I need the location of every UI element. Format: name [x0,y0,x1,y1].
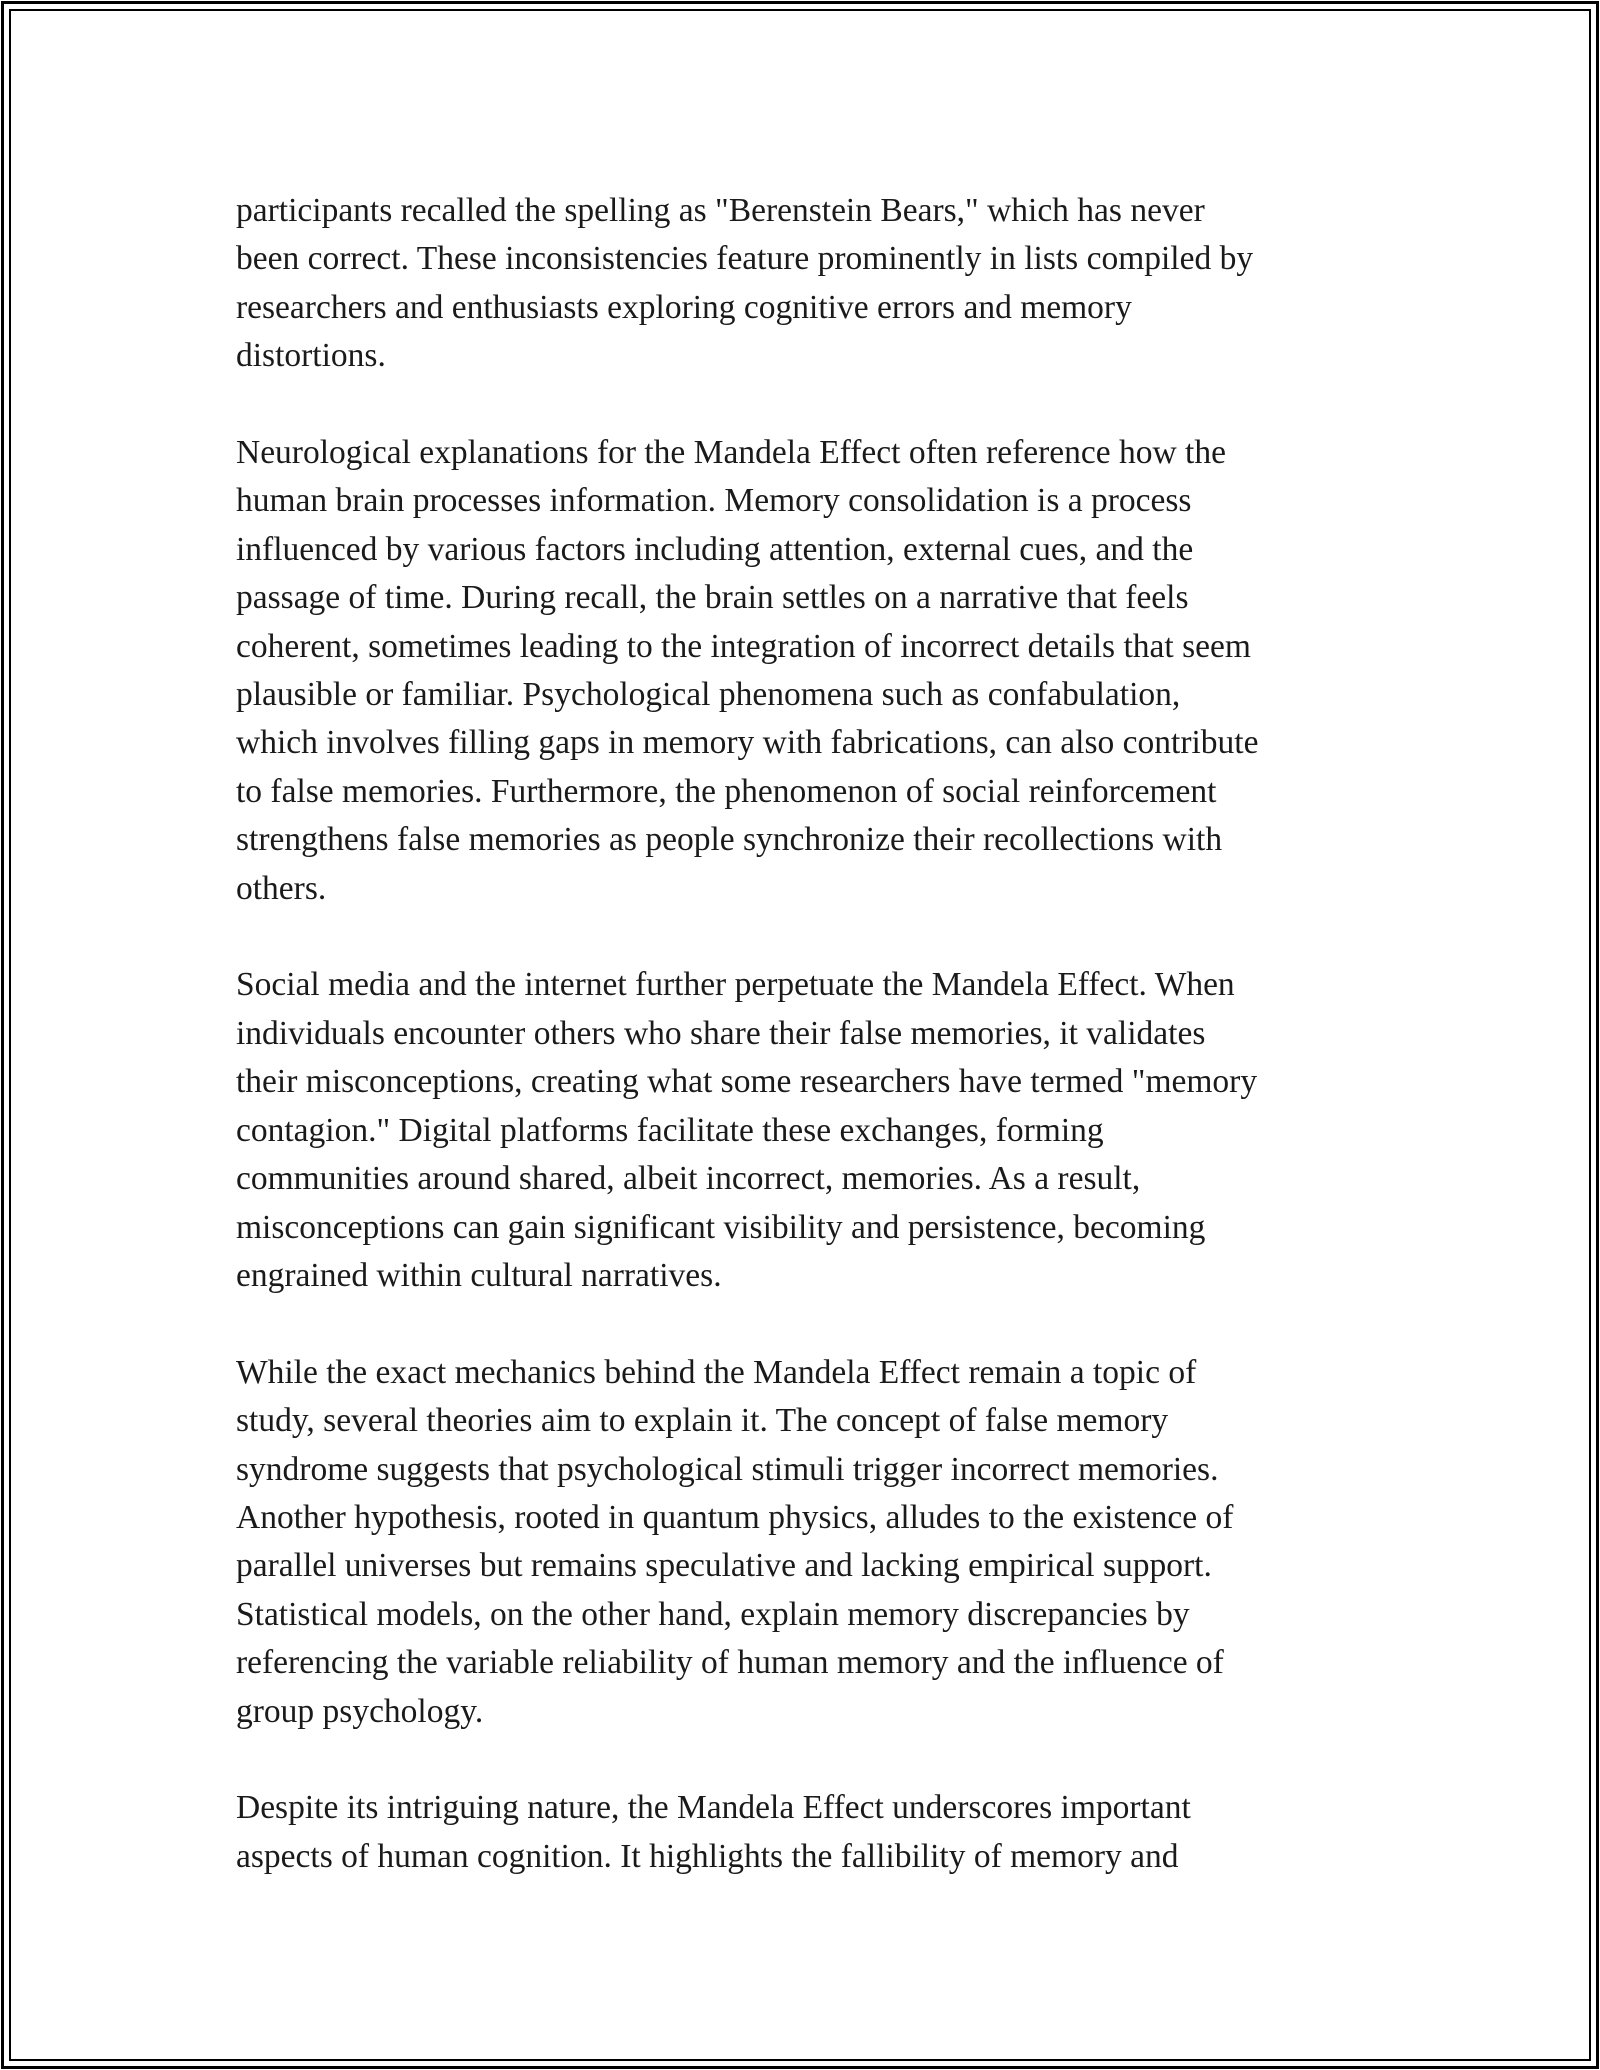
text-line: referencing the variable reliability of human memory and the influence of [236,1644,1224,1682]
text-line: others. [236,869,327,907]
text-line: syndrome suggests that psychological stimuli trigger incorrect memories. [236,1450,1219,1488]
text-line: strengthens false memories as people synchronize their recollections with [236,821,1223,859]
text-line: Despite its intriguing nature, the Mandela Effect underscores important [236,1789,1191,1827]
text-line: Neurological explanations for the Mandela Effect often reference how the [236,434,1226,472]
text-line: human brain processes information. Memory consolidation is a process [236,482,1192,520]
text-line: individuals encounter others who share their false memories, it validates [236,1014,1206,1052]
text-line: engrained within cultural narratives. [236,1256,722,1294]
text-line: group psychology. [236,1692,484,1730]
text-line: parallel universes but remains speculative and lacking empirical support. [236,1547,1212,1585]
text-line: to false memories. Furthermore, the phenomenon of social reinforcement [236,772,1217,810]
text-line: researchers and enthusiasts exploring cognitive errors and memory [236,288,1132,326]
paragraph-2 [236,429,1376,913]
text-line: plausible or familiar. Psychological phenomena such as confabulation, [236,676,1181,714]
text-line: While the exact mechanics behind the Mandela Effect remain a topic of [236,1353,1197,1391]
text-line: passage of time. During recall, the brain settles on a narrative that feels [236,579,1189,617]
text-line: which involves filling gaps in memory with fabrications, can also contribute [236,724,1259,762]
document-body [236,187,1376,1930]
text-line: their misconceptions, creating what some researchers have termed "memory [236,1063,1258,1101]
text-line: participants recalled the spelling as "Berenstein Bears," which has never [236,192,1205,229]
text-line: misconceptions can gain significant visibility and persistence, becoming [236,1208,1206,1246]
text-line: distortions. [236,337,386,375]
text-line: coherent, sometimes leading to the integration of incorrect details that seem [236,627,1251,665]
text-line: communities around shared, albeit incorrect, memories. As a result, [236,1160,1141,1198]
text-line: Statistical models, on the other hand, explain memory discrepancies by [236,1595,1190,1633]
paragraph-5 [236,1784,1376,1881]
text-line: Another hypothesis, rooted in quantum physics, alludes to the existence of [236,1498,1234,1536]
text-line: influenced by various factors including attention, external cues, and the [236,530,1194,568]
text-line: aspects of human cognition. It highlights the fallibility of memory and [236,1837,1179,1875]
text-line: been correct. These inconsistencies feature prominently in lists compiled by [236,240,1254,278]
paragraph-1 [236,187,1376,381]
text-line: study, several theories aim to explain it. The concept of false memory [236,1402,1169,1440]
text-line: Social media and the internet further perpetuate the Mandela Effect. When [236,966,1235,1004]
text-line: contagion." Digital platforms facilitate these exchanges, forming [236,1111,1104,1149]
paragraph-4 [236,1349,1376,1736]
paragraph-3 [236,961,1376,1300]
